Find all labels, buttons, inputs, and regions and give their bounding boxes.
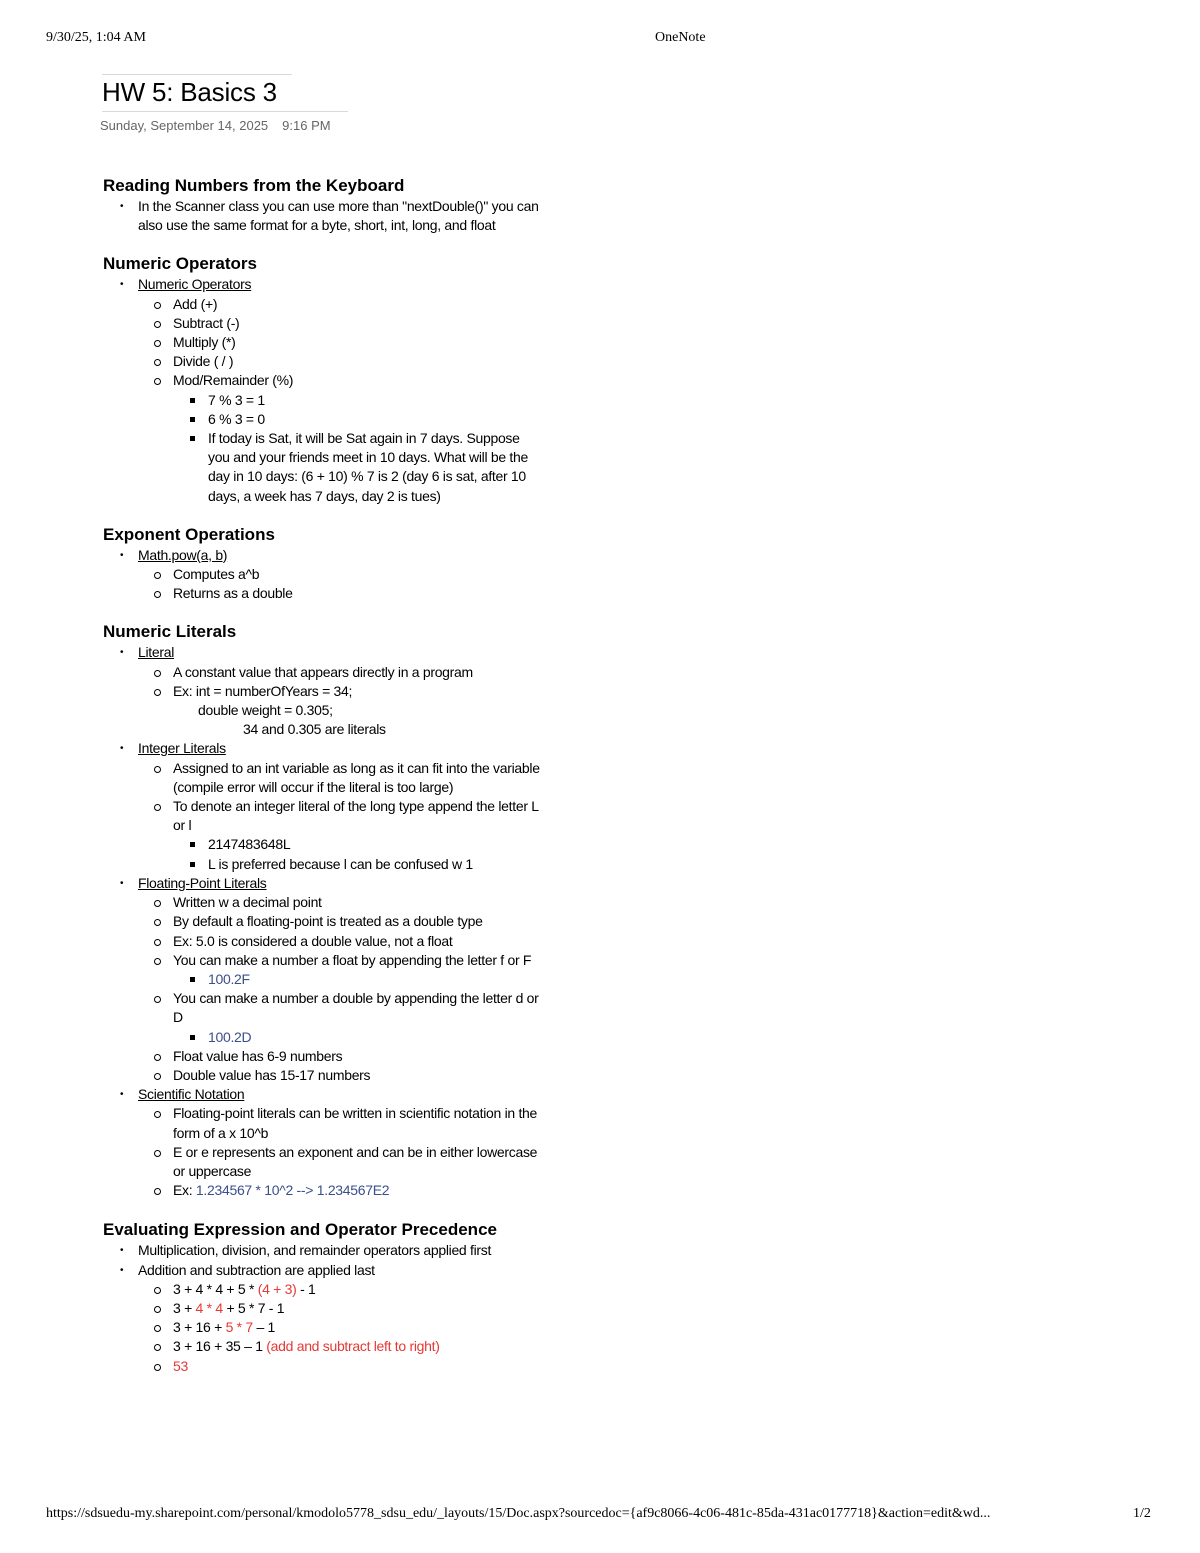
list-item-label: Scientific Notation <box>138 1086 245 1103</box>
print-datetime: 9/30/25, 1:04 AM <box>46 30 146 45</box>
list-item: Ex: 5.0 is considered a double value, not a float <box>138 932 543 951</box>
code-line: 34 and 0.305 are literals <box>243 721 386 738</box>
text-segment: + 5 * 7 - 1 <box>222 1299 285 1316</box>
print-page-number: 1/2 <box>1133 1506 1151 1521</box>
code-line: Ex: int = numberOfYears = 34; <box>173 682 353 699</box>
text-segment-blue: 1.234567 * 10^2 --> 1.234567E2 <box>195 1182 390 1199</box>
text-segment: 3 + 16 + 35 – 1 <box>173 1338 267 1355</box>
list-item: A constant value that appears directly in a program <box>138 663 543 682</box>
print-header <box>0 30 1200 50</box>
list-item: 6 % 3 = 0 <box>173 410 543 429</box>
list-item-label: Floating-Point Literals <box>138 874 267 891</box>
list-item: Multiply (*) <box>138 333 543 352</box>
list-item: Returns as a double <box>138 584 543 603</box>
section-numeric-literals <box>103 621 543 1200</box>
list-item: Assigned to an int variable as long as it can fit into the variable (compile error will occur if the literal is too large) <box>138 759 543 797</box>
title-top-rule <box>102 74 292 75</box>
note-content[interactable] <box>103 175 543 1394</box>
text-segment-red: (4 + 3) <box>257 1280 297 1297</box>
section-reading-numbers <box>103 175 543 235</box>
title-bottom-rule <box>102 111 348 112</box>
section-heading: Exponent Operations <box>103 524 275 544</box>
list-item-label: You can make a number a double by appending the letter d or D <box>173 990 539 1026</box>
list-item: Divide ( / ) <box>138 352 543 371</box>
text-segment: 3 + 16 + <box>173 1319 226 1336</box>
list-item <box>103 1261 543 1376</box>
list-item: Add (+) <box>138 295 543 314</box>
list-item-label: Literal <box>138 644 175 661</box>
list-item <box>103 275 543 505</box>
text-segment-red: 4 * 4 <box>195 1299 223 1316</box>
page-date-text: Sunday, September 14, 2025 <box>100 118 269 133</box>
list-item-label: Math.pow(a, b) <box>138 546 228 563</box>
list-item <box>138 371 543 505</box>
section-operator-precedence <box>103 1218 543 1375</box>
section-heading: Reading Numbers from the Keyboard <box>103 176 405 195</box>
list-item-label: Addition and subtraction are applied last <box>138 1261 375 1278</box>
print-app-name: OneNote <box>655 30 706 45</box>
list-item <box>138 1280 543 1299</box>
list-item <box>138 1299 543 1318</box>
section-numeric-operators <box>103 253 543 505</box>
list-item <box>103 739 543 873</box>
list-item: L is preferred because l can be confused w 1 <box>173 855 543 874</box>
text-segment: 3 + 4 * 4 + 5 * <box>173 1280 258 1297</box>
section-exponent-operations <box>103 524 543 604</box>
print-url: https://sdsuedu-my.sharepoint.com/personal/kmodolo5778_sdsu_edu/_layouts/15/Doc.aspx?sourcedoc={af9c8066-4c06-481c-85da-431ac0177718}&action=edit&wd... <box>46 1506 991 1521</box>
list-item-label: Mod/Remainder (%) <box>173 372 294 389</box>
text-segment-red: (add and subtract left to right) <box>266 1338 440 1355</box>
list-item: Double value has 15-17 numbers <box>138 1066 543 1085</box>
list-item: Subtract (-) <box>138 314 543 333</box>
code-line: double weight = 0.305; <box>198 702 333 719</box>
list-item <box>138 989 543 1047</box>
text-segment: 3 + <box>173 1299 196 1316</box>
list-item: By default a floating-point is treated as a double type <box>138 912 543 931</box>
list-item <box>138 1318 543 1337</box>
list-item <box>138 797 543 874</box>
section-heading: Numeric Operators <box>103 254 257 274</box>
list-item: If today is Sat, it will be Sat again in 7 days. Suppose you and your friends meet in 10 days. What will be the day in 10 days: (6 + 10) % 7 is 2 (day 6 is sat, after 10 days, a week has 7 days, day 2 is tues) <box>173 429 543 506</box>
text-segment: - 1 <box>296 1280 316 1297</box>
list-item: Floating-point literals can be written in scientific notation in the form of a x 10^b <box>138 1104 543 1142</box>
list-item-label: Numeric Operators <box>138 276 252 293</box>
list-item: 7 % 3 = 1 <box>173 391 543 410</box>
page-time-text: 9:16 PM <box>282 118 331 133</box>
list-item <box>103 874 543 1085</box>
text-segment-red: 5 * 7 <box>225 1319 253 1336</box>
list-item: 2147483648L <box>173 835 543 854</box>
text-segment: – 1 <box>252 1319 276 1336</box>
list-item: E or e represents an exponent and can be in either lowercase or uppercase <box>138 1143 543 1181</box>
section-heading: Evaluating Expression and Operator Precedence <box>103 1220 497 1240</box>
list-item: Computes a^b <box>138 565 543 584</box>
list-item: 53 <box>138 1357 543 1376</box>
list-item <box>138 1337 543 1356</box>
page-title[interactable]: HW 5: Basics 3 <box>102 77 277 107</box>
list-item: Written w a decimal point <box>138 893 543 912</box>
list-item: Float value has 6-9 numbers <box>138 1047 543 1066</box>
list-item: • In the Scanner class you can use more than "nextDouble()" you can also use the same format for a byte, short, int, long, and float <box>103 197 543 235</box>
print-footer <box>0 1506 1200 1526</box>
page-date <box>100 118 331 133</box>
section-heading: Numeric Literals <box>103 622 237 642</box>
list-item: 100.2F <box>173 970 543 989</box>
list-item <box>103 1085 543 1200</box>
page-title-block <box>102 74 348 112</box>
list-item-label: You can make a number a float by appending the letter f or F <box>173 951 532 968</box>
list-item <box>138 1181 543 1200</box>
list-item-label: Integer Literals <box>138 740 226 757</box>
list-item <box>138 682 543 740</box>
list-item <box>103 643 543 739</box>
list-item <box>138 951 543 989</box>
list-item <box>103 546 543 604</box>
list-item: 100.2D <box>173 1028 543 1047</box>
list-item-label: To denote an integer literal of the long type append the letter L or l <box>173 798 539 834</box>
list-item: • Multiplication, division, and remainder operators applied first <box>103 1241 543 1260</box>
text-segment: Ex: <box>173 1182 196 1199</box>
